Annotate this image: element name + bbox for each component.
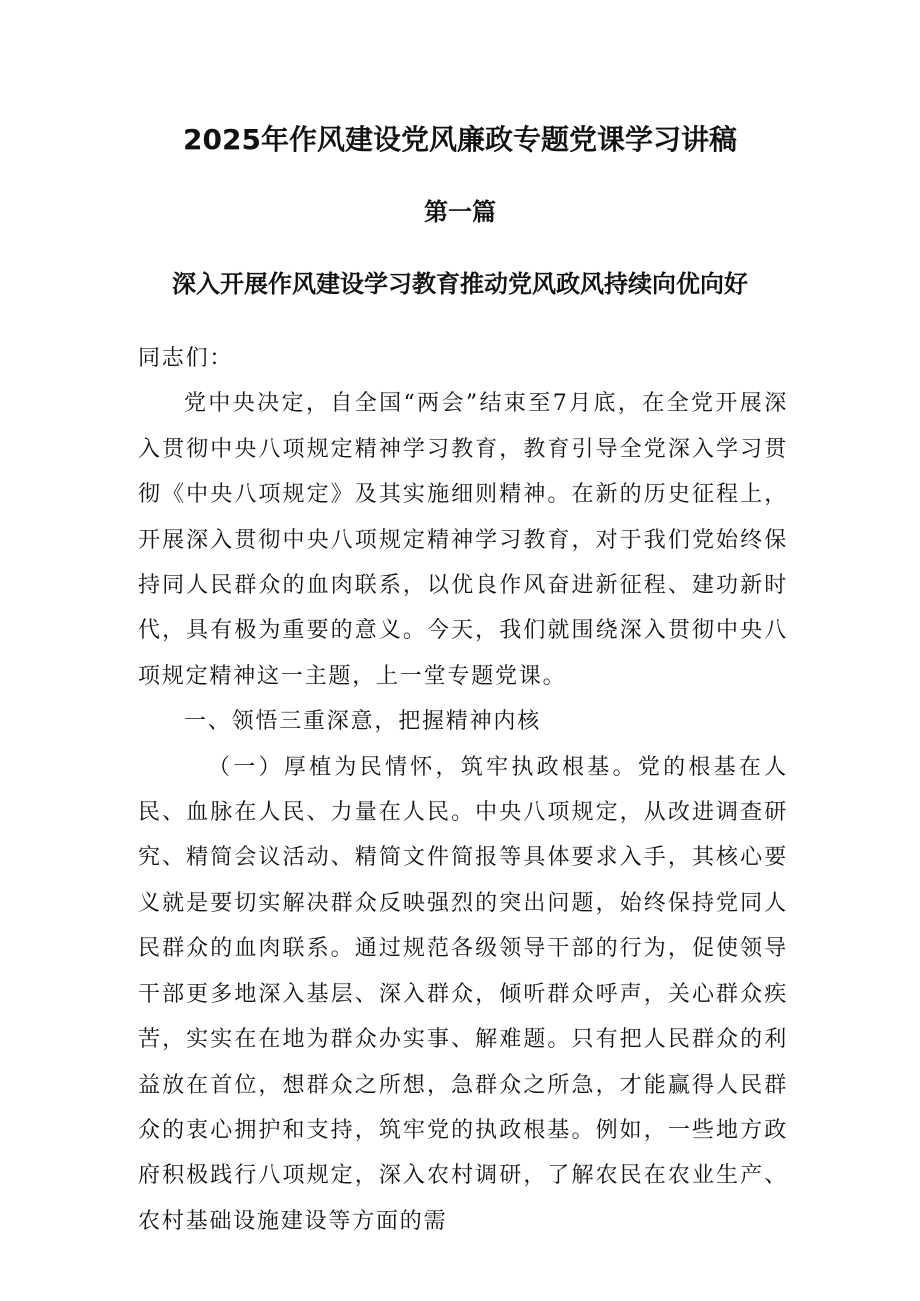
document-title: 2025年作风建设党风廉政专题党课学习讲稿 — [183, 123, 737, 156]
section-heading: 一、领悟三重深意，把握精神内核 — [184, 709, 542, 735]
part-label: 第一篇 — [424, 198, 496, 226]
document-body — [138, 336, 788, 1244]
article-subtitle: 深入开展作风建设学习教育推动党风政风持续向优向好 — [172, 270, 748, 298]
paragraph-subsection-1: （一）厚植为民情怀，筑牢执政根基。党的根基在人民、血脉在人民、力量在人民。中央八项规定，从改进调查研究、精简会议活动、精简文件简报等具体要求入手，其核心要义就是要切实解决群众反映强烈的突出问题，始终保持党同人民群众的血肉联系。通过规范各级领导干部的行为，促使领导干部更多地深入基层、深入群众，倾听群众呼声，关心群众疾苦，实实在在地为群众办实事、解难题。只有把人民群众的利益放在首位，想群众之所想，急群众之所急，才能赢得人民群众的衷心拥护和支持，筑牢党的执政根基。例如，一些地方政府积极践行八项规定，深入农村调研，了解农民在农业生产、农村基础设施建设等方面的需 — [138, 754, 788, 1234]
paragraph-intro: 党中央决定，自全国“两会”结束至7月底，在全党开展深入贯彻中央八项规定精神学习教育，教育引导全党深入学习贯彻《中央八项规定》及其实施细则精神。在新的历史征程上，开展深入贯彻中央八项规定精神学习教育，对于我们党始终保持同人民群众的血肉联系，以优良作风奋进新征程、建功新时代，具有极为重要的意义。今天，我们就围绕深入贯彻中央八项规定精神这一主题，上一堂专题党课。 — [138, 391, 788, 689]
salutation: 同志们： — [138, 346, 234, 371]
